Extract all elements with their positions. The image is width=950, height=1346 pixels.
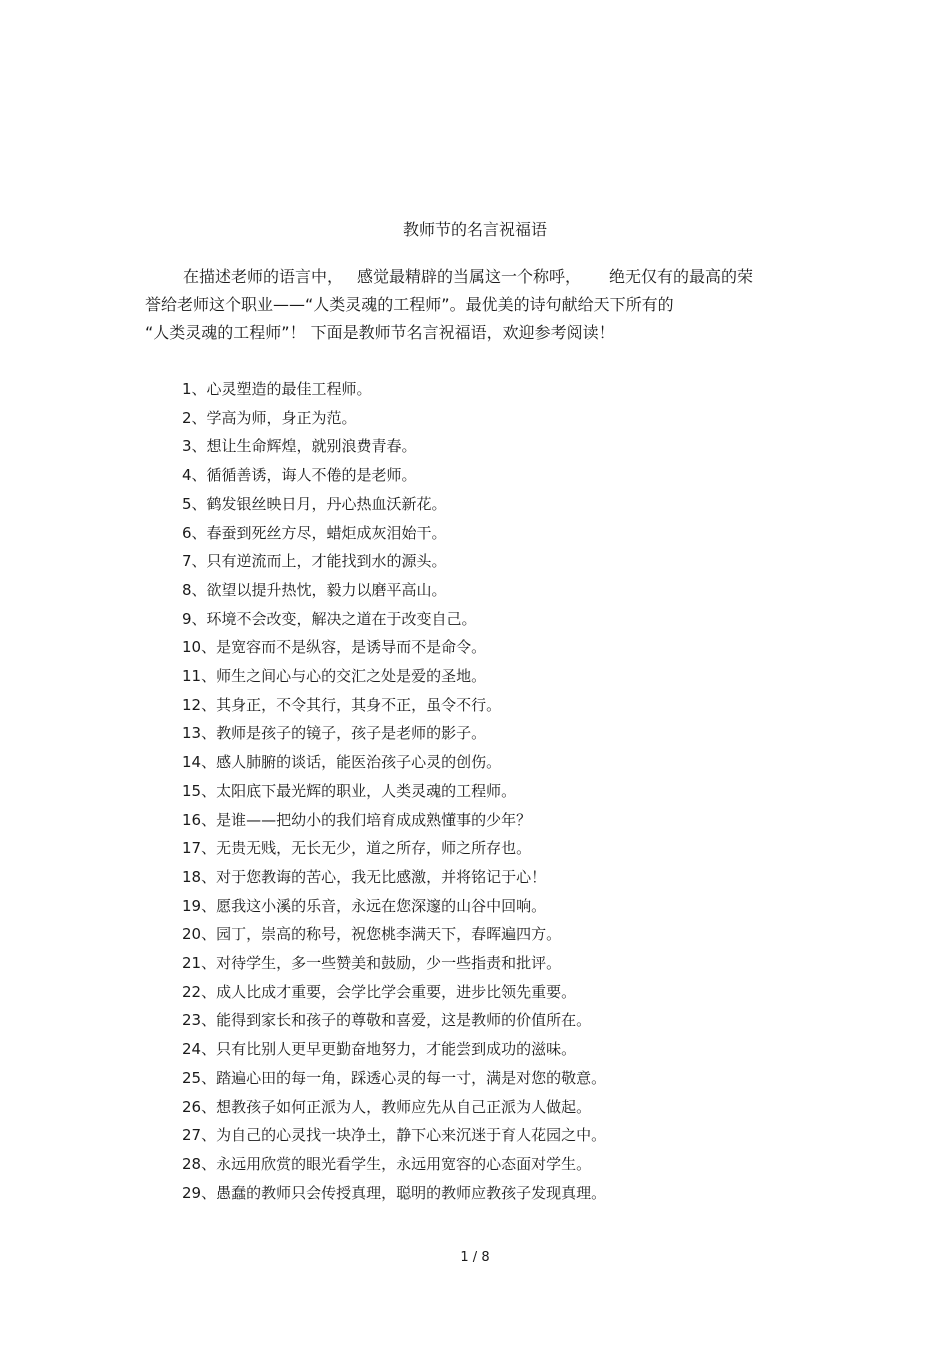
list-item: 20、园丁，崇高的称号，祝您桃李满天下，春晖遍四方。 <box>182 925 562 944</box>
list-item: 1、心灵塑造的最佳工程师。 <box>182 380 372 398</box>
list-item: 24、只有比别人更早更勤奋地努力，才能尝到成功的滋味。 <box>182 1040 577 1059</box>
list-item: 11、师生之间心与心的交汇之处是爱的圣地。 <box>182 667 487 686</box>
list-item: 16、是谁——把幼小的我们培育成成熟懂事的少年？ <box>182 810 532 829</box>
list-item: 14、感人肺腑的谈话，能医治孩子心灵的创伤。 <box>182 753 502 772</box>
list-item: 7、只有逆流而上，才能找到水的源头。 <box>182 552 447 571</box>
list-item: 6、春蚕到死丝方尽，蜡炬成灰泪始干。 <box>182 523 447 542</box>
list-item: 23、能得到家长和孩子的尊敬和喜爱，这是教师的价值所在。 <box>182 1011 592 1030</box>
intro-line-1 <box>145 263 810 291</box>
list-item: 12、其身正，不令其行，其身不正，虽令不行。 <box>182 695 502 714</box>
page-number: 1 / 8 <box>460 1250 490 1265</box>
list-item: 25、踏遍心田的每一角，踩透心灵的每一寸，满是对您的敬意。 <box>182 1068 607 1087</box>
intro-line-3: “人类灵魂的工程师”！ 下面是教师节名言祝福语，欢迎参考阅读！ <box>145 323 615 342</box>
list-item: 21、对待学生，多一些赞美和鼓励，少一些指责和批评。 <box>182 954 562 973</box>
list-item: 4、循循善诱，诲人不倦的是老师。 <box>182 466 417 485</box>
intro-line-2: 誉给老师这个职业——“人类灵魂的工程师”。最优美的诗句献给天下所有的 <box>145 295 674 314</box>
intro-line-1-part-c: 绝无仅有的最高的荣 <box>609 267 754 286</box>
list-item: 18、对于您教诲的苦心，我无比感激，并将铭记于心！ <box>182 867 547 886</box>
list-item: 15、太阳底下最光辉的职业，人类灵魂的工程师。 <box>182 781 517 800</box>
list-item: 28、永远用欣赏的眼光看学生，永远用宽容的心态面对学生。 <box>182 1154 592 1173</box>
list-item: 26、想教孩子如何正派为人，教师应先从自己正派为人做起。 <box>182 1097 592 1116</box>
list-item: 27、为自己的心灵找一块净土，静下心来沉迷于育人花园之中。 <box>182 1126 607 1145</box>
list-item: 2、学高为师，身正为范。 <box>182 408 357 427</box>
list-item: 22、成人比成才重要，会学比学会重要，进步比领先重要。 <box>182 982 577 1001</box>
list-item: 10、是宽容而不是纵容，是诱导而不是命令。 <box>182 638 487 657</box>
quote-list <box>182 375 606 1207</box>
list-item: 5、鹤发银丝映日月，丹心热血沃新花。 <box>182 494 447 513</box>
list-item: 3、想让生命辉煌，就别浪费青春。 <box>182 437 417 456</box>
list-item: 9、环境不会改变，解决之道在于改变自己。 <box>182 609 477 628</box>
intro-line-1-part-b: 感觉最精辟的当属这一个称呼， <box>357 267 582 286</box>
list-item: 17、无贵无贱，无长无少，道之所存，师之所存也。 <box>182 839 532 858</box>
list-item: 8、欲望以提升热忱，毅力以磨平高山。 <box>182 580 447 599</box>
intro-line-1-part-a: 在描述老师的语言中， <box>183 267 344 286</box>
list-item: 13、教师是孩子的镜子，孩子是老师的影子。 <box>182 724 487 743</box>
document-title: 教师节的名言祝福语 <box>402 220 547 239</box>
list-item: 29、愚蠢的教师只会传授真理，聪明的教师应教孩子发现真理。 <box>182 1183 607 1202</box>
intro-paragraph <box>145 263 810 347</box>
list-item: 19、愿我这小溪的乐音，永远在您深邃的山谷中回响。 <box>182 896 547 915</box>
